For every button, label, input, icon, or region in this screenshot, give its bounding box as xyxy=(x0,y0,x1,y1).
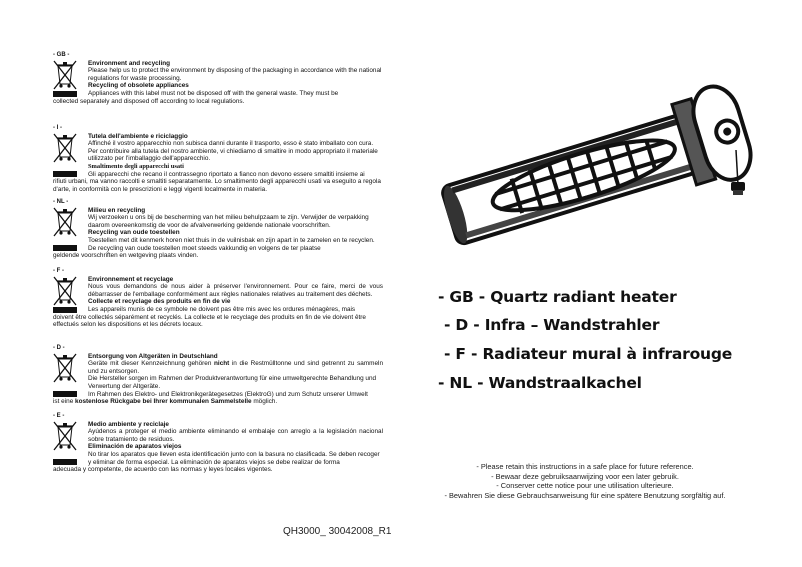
paragraph: No tirar los aparatos que lleven esta identificación junto con la basura no clasificada. Se deben recoger y eliminar de forma especial. La eliminación de aparatos viejos se debe realizar de forma xyxy=(88,450,380,466)
weee-bar-icon xyxy=(53,245,77,251)
heading: Recycling van oude toestellen xyxy=(88,229,180,237)
paragraph xyxy=(53,398,383,406)
heater-illustration xyxy=(410,40,790,260)
weee-crossed-bin-icon xyxy=(53,353,77,383)
paragraph: rifiuti urbani, ma vanno raccolti e smaltiti separatamente. Lo smaltimento degli apparecchi usati va eseguito a regola d'arte, in conformità con le prescrizioni e leggi vigenti localmente in materia. xyxy=(53,178,381,193)
lang-label: - NL - xyxy=(53,199,69,205)
heading: Collecte et recyclage des produits en fin de vie xyxy=(88,298,231,306)
heading: Eliminación de aparatos viejos xyxy=(88,443,182,451)
lang-label: - E - xyxy=(53,413,65,419)
section-gb xyxy=(53,52,383,105)
section-es xyxy=(53,413,383,474)
heading: Environnement et recyclage xyxy=(88,275,174,283)
paragraph: Im Rahmen des Elektro- und Elektronikgerätegesetzes (ElektroG) und zum Schutz unserer Umwelt xyxy=(88,390,368,398)
document-code: QH3000_ 30042008_R1 xyxy=(283,526,392,537)
text-bold: nicht xyxy=(214,360,230,368)
weee-bar-icon xyxy=(53,171,77,177)
section-de xyxy=(53,345,383,406)
note-line: - Please retain this instructions in a safe place for future reference. xyxy=(476,462,694,471)
paragraph xyxy=(88,360,383,375)
product-title-nl: - NL - Wandstraalkachel xyxy=(438,374,642,392)
retain-instructions-notes xyxy=(430,462,740,500)
section-it xyxy=(53,125,383,193)
paragraph: Toestellen met dit kenmerk horen niet thuis in de vuilnisbak en zijn apart in te zamelen en te recyclen. De recycling van oude toestellen moet steeds vakkundig en volgens de ter plaatse xyxy=(88,236,375,252)
text-bold: kostenlose Rückgabe bei Ihrer kommunalen Sammelstelle xyxy=(75,398,252,406)
weee-bar-icon xyxy=(53,391,77,397)
weee-crossed-bin-icon xyxy=(53,207,77,237)
note-line: - Bewahren Sie diese Gebrauchsanweisung für eine spätere Benutzung sorgfältig auf. xyxy=(444,490,726,500)
heading: Entsorgung von Altgeräten in Deutschland xyxy=(88,352,218,360)
heading: Smaltimento degli apparecchi usati xyxy=(88,162,184,170)
text: ist eine xyxy=(53,398,74,406)
lang-label: - D - xyxy=(53,345,65,351)
heading: Milieu en recycling xyxy=(88,206,146,214)
product-title-gb: - GB - Quartz radiant heater xyxy=(438,288,677,306)
lang-label: - GB - xyxy=(53,52,70,58)
product-title-de: - D - Infra – Wandstrahler xyxy=(444,316,660,334)
note-line: - Conserver cette notice pour une utilisation ulterieure. xyxy=(496,481,674,491)
product-title-fr: - F - Radiateur mural à infrarouge xyxy=(444,345,733,363)
weee-crossed-bin-icon xyxy=(53,133,77,163)
text: in die Restmülltonne und sind getrennt zu sammeln und zu entsorgen. xyxy=(88,360,383,375)
paragraph: Gli apparecchi che recano il contrassegno riportato a fianco non devono essere smaltiti insieme ai xyxy=(88,170,365,178)
lang-label: - F - xyxy=(53,268,64,274)
paragraph: Please help us to protect the environment by disposing of the packaging in accordance with the national regulations for waste processing. xyxy=(88,67,382,82)
paragraph: Ayúdenos a proteger el medio ambiente eliminando el embalaje con arreglo a la legislación nacional sobre tratamiento de residuos. xyxy=(88,428,383,443)
section-nl xyxy=(53,199,383,260)
heading: Tutela dell'ambiente e riciclaggio xyxy=(88,132,188,140)
heading: Environment and recycling xyxy=(88,59,171,67)
heading: Medio ambiente y reciclaje xyxy=(88,420,169,428)
text: Geräte mit dieser Kennzeichnung gehören xyxy=(88,360,212,368)
lang-label: - I - xyxy=(53,125,62,131)
section-fr xyxy=(53,268,383,329)
paragraph: Appliances with this label must not be disposed off with the general waste. They must be xyxy=(88,89,339,97)
paragraph: Die Hersteller sorgen im Rahmen der Produktverantwortung für eine umweltgerechte Behandlung und Verwertung der Altgeräte. xyxy=(88,375,377,390)
paragraph: doivent être collectés séparément et recyclés. La collecte et le recyclage des produits en fin de vie doivent être effectués selon les dispositions et les décrets locaux. xyxy=(53,313,366,329)
paragraph: Affinché il vostro apparecchio non subisca danni durante il trasporto, esso è stato imballato con cura. Per contribuire alla tutela del nostro ambiente, vi chiediamo di smaltire in modo appropriato il materiale utilizzato per l'imballaggio dell'apparecchio. xyxy=(88,140,378,163)
paragraph: Les appareils munis de ce symbole ne doivent pas être mis avec les ordures ménagères, mais xyxy=(88,305,356,313)
note-line: - Bewaar deze gebruiksaanwijzing voor een later gebruik. xyxy=(491,471,679,481)
paragraph: Nous vous demandons de nous aider à préserver l'environnement. Pour ce faire, merci de vous débarrasser de l'emballage conformément aux règles nationales relatives au traitement des déchets. xyxy=(88,283,383,298)
paragraph: adecuada y competente, de acuerdo con las normas y leyes locales vigentes. xyxy=(53,466,273,474)
weee-bar-icon xyxy=(53,91,77,97)
weee-crossed-bin-icon xyxy=(53,276,77,306)
text: möglich. xyxy=(253,398,278,406)
weee-bar-icon xyxy=(53,307,77,313)
weee-crossed-bin-icon xyxy=(53,421,77,451)
weee-bar-icon xyxy=(53,459,77,465)
paragraph: Wij verzoeken u ons bij de bescherming van het milieu behulpzaam te zijn. Verwijder de verpakking daarom overeenkomstig de voor de afvalverwerking geldende nationale voorschriften. xyxy=(88,214,369,229)
weee-crossed-bin-icon xyxy=(53,60,77,90)
paragraph: collected separately and disposed off according to local regulations. xyxy=(53,97,245,105)
paragraph: geldende voorschriften en wetgeving plaats vinden. xyxy=(53,252,199,260)
heading: Recycling of obsolete appliances xyxy=(88,82,189,90)
